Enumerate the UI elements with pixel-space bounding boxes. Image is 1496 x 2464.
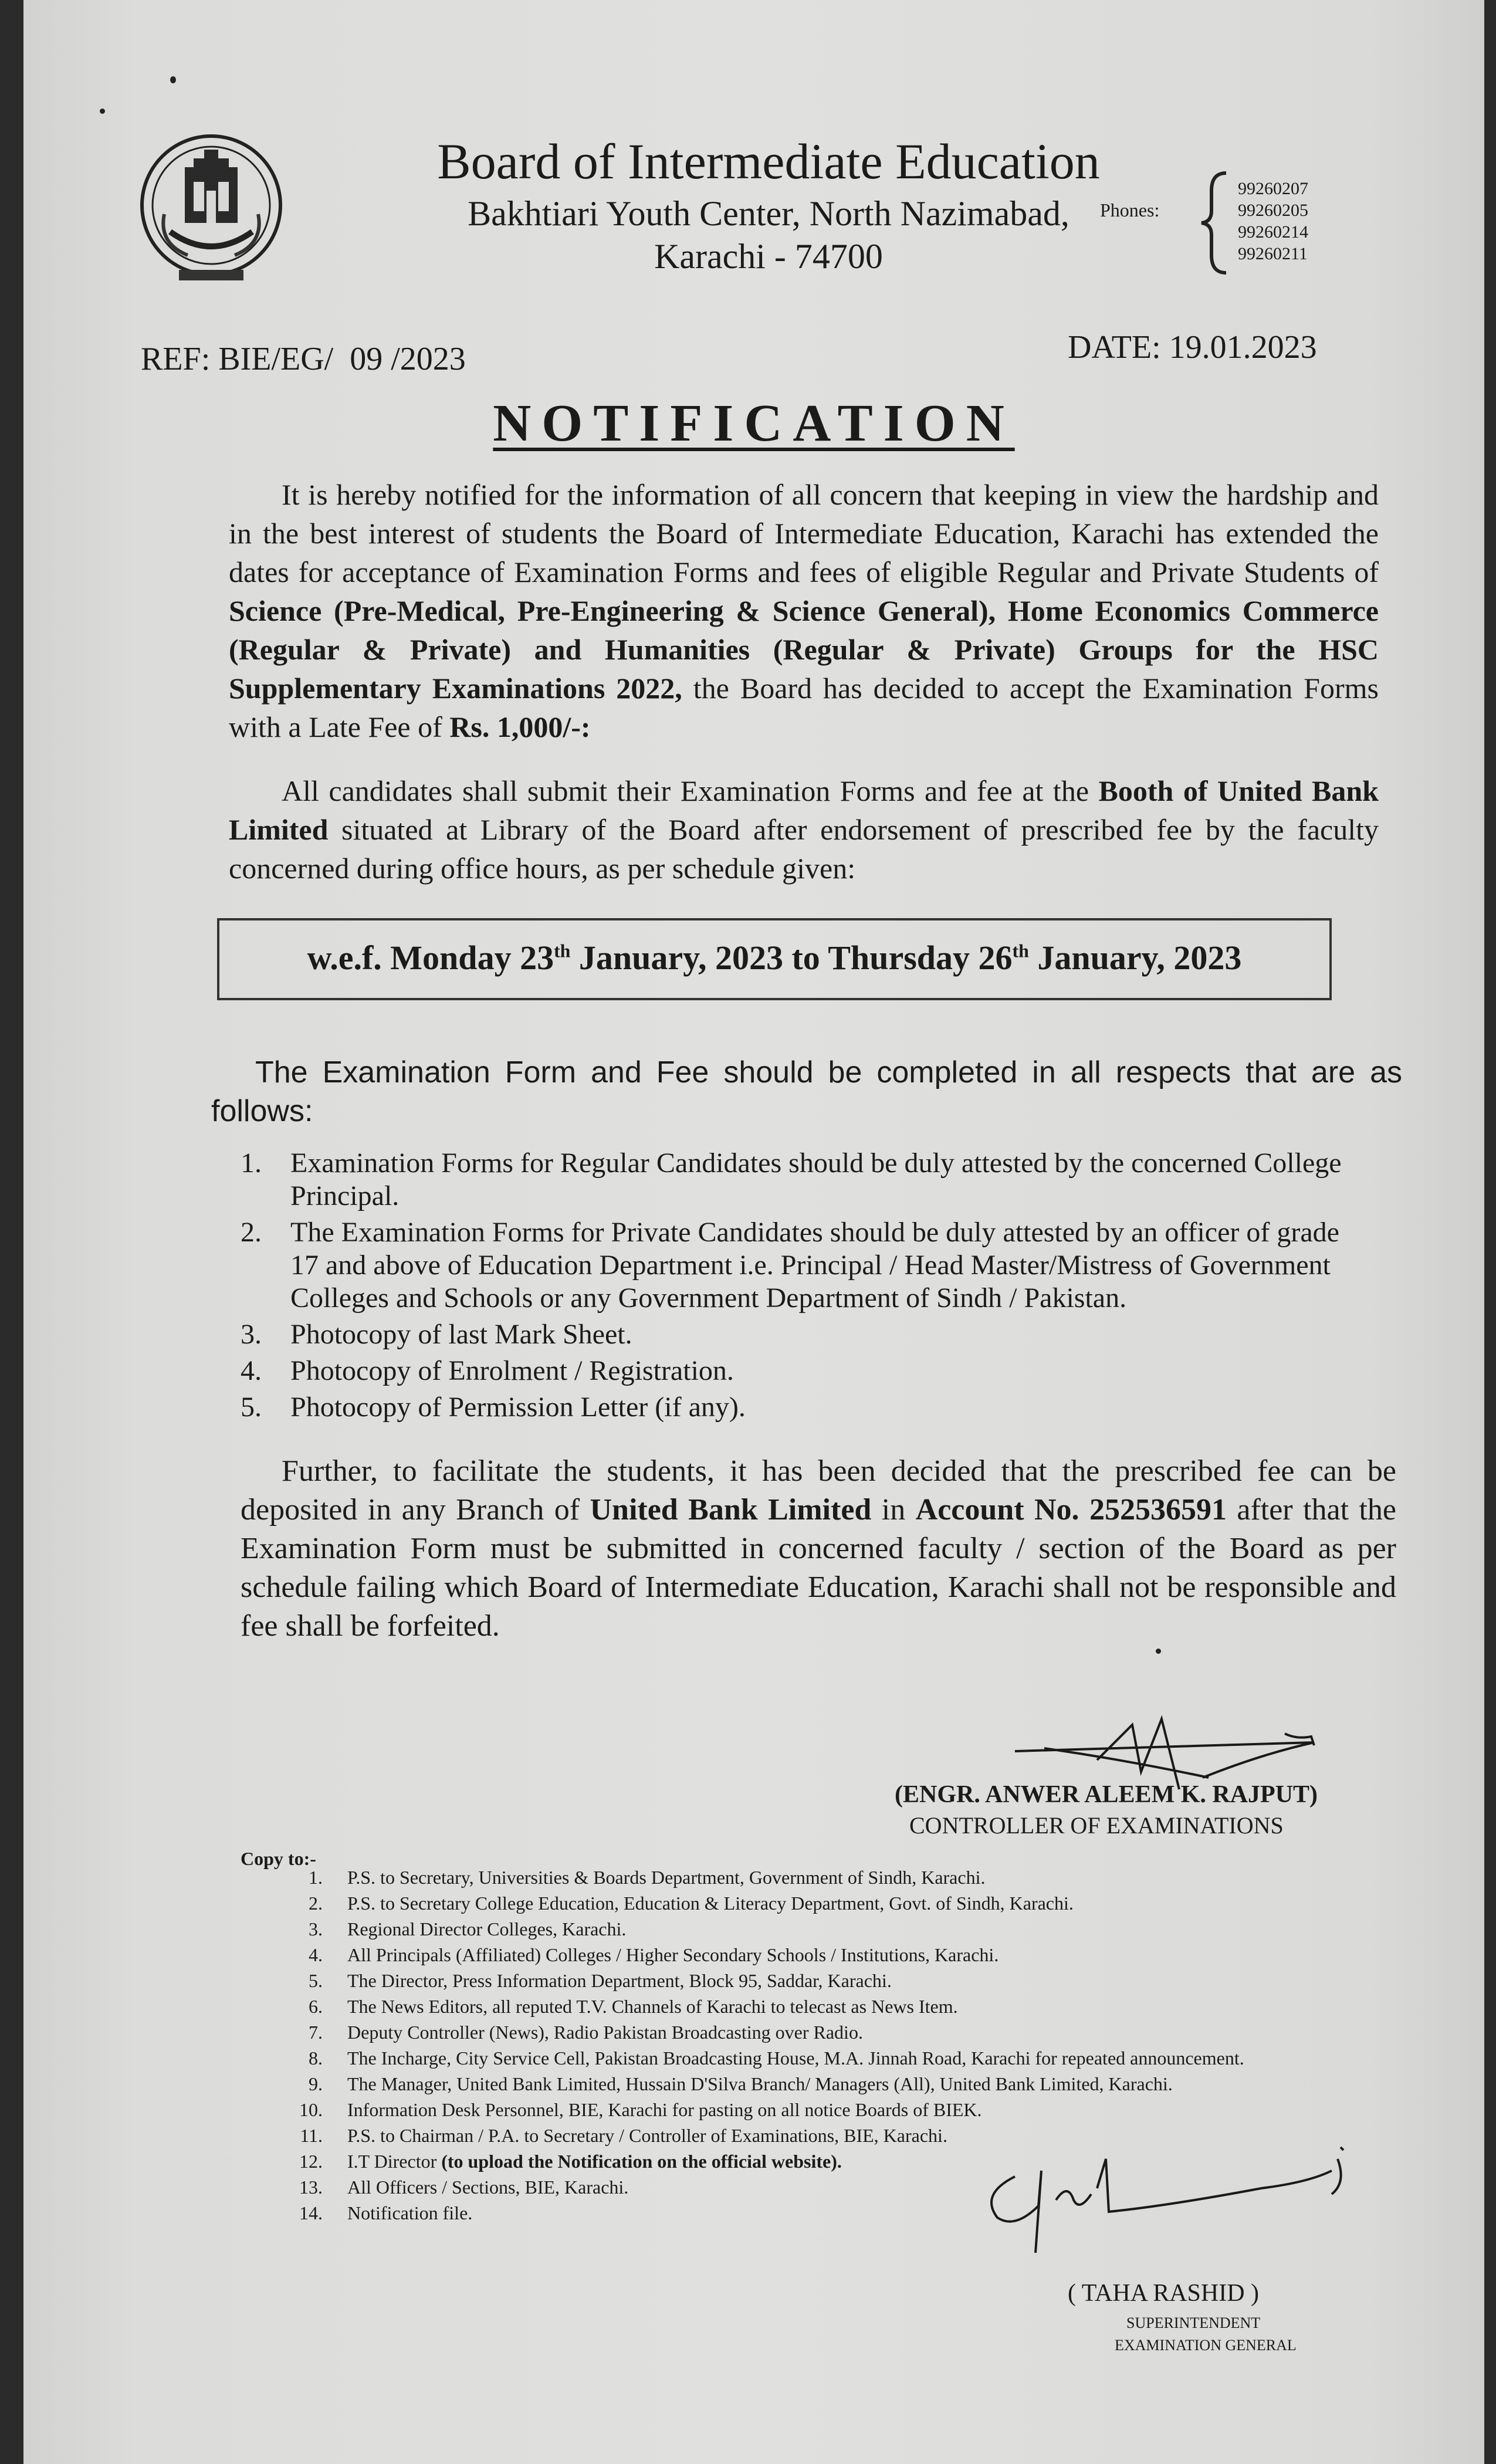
brace-icon [1197,170,1232,276]
list-item: 3. Photocopy of last Mark Sheet. [241,1319,632,1350]
list-item: 6. The News Editors, all reputed T.V. Channels of Karachi to telecast as News Item. [309,1996,958,2017]
requirements-intro: The Examination Form and Fee should be completed in all respects that are as follows: [211,1055,1402,1128]
list-item: 2. The Examination Forms for Private Candidates should be duly attested by an officer of grade 17 and above of Education Department i.e. Principal / Head Master/Mistress of Government Colleges and Schools or any Government Department of Sindh / Pakistan. [241,1217,1339,1314]
list-item: 10. Information Desk Personnel, BIE, Karachi for pasting on all notice Boards of BIEK. [299,2099,982,2120]
notification-title: NOTIFICATION [493,394,1015,452]
scan-speck [170,76,176,83]
schedule-box [217,918,1332,1000]
copy-to-label: Copy to:- [241,1848,316,1869]
notification-document [23,0,1484,2464]
scan-speck [1156,1649,1161,1654]
superintendent-signature [980,2135,1379,2270]
list-item: 13. All Officers / Sections, BIE, Karachi. [299,2177,629,2198]
paragraph-submission-instructions: All candidates shall submit their Examination Forms and fee at the Booth of United Bank Limited situated at Library of the Board after endorsement of prescribed fee by the faculty concerned during office hours, as per schedule given: [229,774,1379,885]
board-seal-logo [135,126,287,296]
list-item: 4. All Principals (Affiliated) Colleges / Higher Secondary Schools / Institutions, Karachi. [309,1944,999,1965]
list-item: 14. Notification file. [299,2202,473,2223]
superintendent-name: ( TAHA RASHID ) [1068,2280,1260,2307]
phones-label: Phones: [1100,199,1160,221]
controller-title: CONTROLLER OF EXAMINATIONS [909,1812,1284,1839]
list-item: 8. The Incharge, City Service Cell, Pakistan Broadcasting House, M.A. Jinnah Road, Karachi for repeated announcement. [309,2047,1244,2069]
paragraph-fee-deposit: Further, to facilitate the students, it has been decided that the prescribed fee can be deposited in any Branch of United Bank Limited in Account No. 252536591 after that the Examination Form must be submitted in concerned faculty / section of the Board as per schedule failing which Board of Intermediate Education, Karachi shall not be responsible and fee shall be forfeited. [241,1454,1397,1643]
phone-number: 99260207 [1238,179,1308,198]
paragraph-extension-notice: It is hereby notified for the information of all concern that keeping in view the hardship and in the best interest of students the Board of Intermediate Education, Karachi has extended the dates for acceptance of Examination Forms and fees of eligible Regular and Private Students of Science (Pre-Medical, Pre-Engineering & Science General), Home Economics Commerce (Regular & Private) and Humanities (Regular & Private) Groups for the HSC Supplementary Examinations 2022, the Board has decided to accept the Examination Forms with a Late Fee of Rs. 1,000/-: [229,478,1379,743]
list-item: 4. Photocopy of Enrolment / Registration. [241,1355,734,1386]
list-item: 11. P.S. to Chairman / P.A. to Secretary / Controller of Examinations, BIE, Karachi. [300,2125,947,2146]
requirements-list [241,1147,1343,1427]
board-address-line2: Karachi - 74700 [654,237,883,276]
superintendent-title: SUPERINTENDENT [1126,2314,1261,2331]
phone-number: 99260211 [1238,244,1308,263]
phone-number: 99260214 [1238,222,1308,242]
scan-speck [100,109,105,114]
document-date: DATE: 19.01.2023 [1068,329,1317,365]
list-item: 2. P.S. to Secretary College Education, Education & Literacy Department, Govt. of Sindh, Karachi. [309,1893,1074,1914]
controller-name: (ENGR. ANWER ALEEM K. RAJPUT) [895,1781,1318,1808]
list-item: 3. Regional Director Colleges, Karachi. [309,1918,627,1940]
list-item: 12. I.T Director (to upload the Notification on the official website). [299,2151,842,2172]
schedule-dates: w.e.f. Monday 23th January, 2023 to Thursday 26th January, 2023 [307,939,1242,977]
list-item: 7. Deputy Controller (News), Radio Pakistan Broadcasting over Radio. [309,2022,863,2043]
list-item: 5. Photocopy of Permission Letter (if any). [241,1392,746,1423]
list-item: 9. The Manager, United Bank Limited, Hussain D'Silva Branch/ Managers (All), United Bank Limited, Karachi. [309,2073,1173,2094]
board-address-line1: Bakhtiari Youth Center, North Nazimabad, [468,194,1069,233]
reference-number: REF: BIE/EG/ 09 /2023 [141,341,466,377]
list-item: 1. P.S. to Secretary, Universities & Boards Department, Government of Sindh, Karachi. [309,1867,986,1888]
phone-number: 99260205 [1238,201,1308,220]
list-item: 1. Examination Forms for Regular Candidates should be duly attested by the concerned College Principal. [241,1148,1342,1211]
superintendent-department: EXAMINATION GENERAL [1115,2337,1297,2354]
list-item: 5. The Director, Press Information Department, Block 95, Saddar, Karachi. [309,1970,892,1991]
board-name-heading: Board of Intermediate Education [437,133,1100,189]
